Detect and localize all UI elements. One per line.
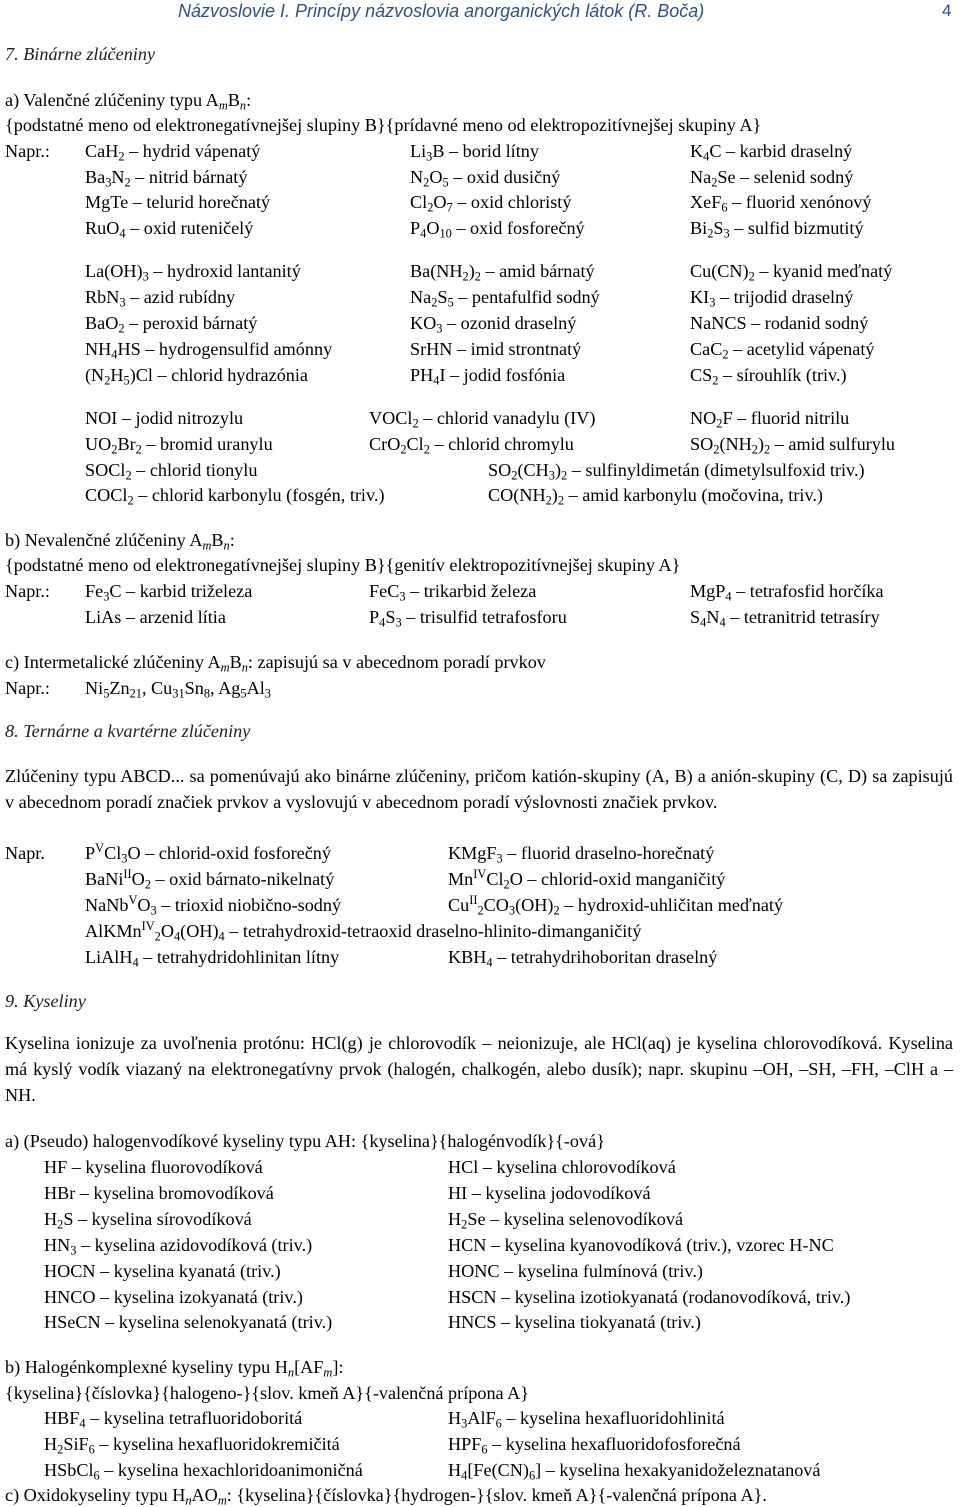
s7-examples-1-row2-col3: $Na_2Se$ – selenid sodný — [690, 166, 854, 189]
s9-examples-a-row3-col2: $H_2Se$ – kyselina selenovodíková — [448, 1208, 684, 1232]
s7-b-rule: {podstatné meno od elektronegatívnejšej slupiny B}{genitív elektropozitívnejšej skupiny A} — [5, 555, 681, 575]
s7-examples-1-row1-col1: CaH$_2$ – hydrid vápenatý — [85, 141, 261, 164]
s9-examples-a-row5-col1: HOCN – kyselina kyanatá (triv.) — [44, 1260, 281, 1281]
s8-example-kbh4: $KBH_4$ – tetrahydrihoboritan draselný — [448, 947, 718, 970]
s9-a-title: a) (Pseudo) halogenvodíkové kyseliny typu AH: {kyselina}{halogénvodík}{-ová} — [5, 1131, 605, 1151]
s9-paragraph: Kyselina ionizuje za uvoľnenia protónu: HCl(g) je chlorovodík – neionizuje, ale HCl(aq) je kyselina chlorovodíková. Kyselina má kyslý vodík viazaný na elektronegatívny prvok (halogén, chalkogén, alebo dusík); napr. skupinu –OH, –SH, –FH, –ClH a –NH. — [5, 1033, 953, 1105]
s8-examples-row2-col1: $BaNi^{II}O_2$ – oxid bárnato-nikelnatý — [85, 867, 335, 892]
s9-examples-a-row1-col2: HCl – kyselina chlorovodíková — [448, 1157, 676, 1177]
page-header — [0, 0, 960, 24]
s9-c-title: c) Oxidokyseliny typu $H_nAO_m$: {kyselina}{číslovka}{hydrogen-}{slov. kmeň A}{-valenčná prípona A}. — [5, 1485, 767, 1507]
s9-examples-b-row2-col2: $HPF_6$ – kyselina hexafluoridofosforečná — [448, 1434, 741, 1457]
s8-examples-row2-col2: $Mn^{IV}Cl_2O$ – chlorid-oxid manganičitý — [448, 867, 726, 892]
s7-b-title: b) Nevalenčné zlúčeniny $A_mB_n$: — [5, 530, 235, 553]
s9-examples-a-row1-col1: HF – kyselina fluorovodíková — [44, 1157, 263, 1177]
s7-examples-2-row2-col1: RbN$_3$ – azid rubídny — [85, 287, 236, 310]
s7-examples-3b-row1-col1: SOCl$_2$ – chlorid tionylu — [85, 460, 258, 483]
s7-examples-2-row1-col1: $La(OH)_3$ – hydroxid lantanitý — [85, 261, 301, 284]
s7-napr-label: Napr.: — [5, 141, 50, 161]
s7-examples-1-row4-col1: RuO$_4$ – oxid ruteničelý — [85, 217, 254, 240]
s9-examples-a-row7-col1: HSeCN – kyselina selenokyanatá (triv.) — [44, 1312, 333, 1333]
s7-examples-3b-row1-col2: $SO_2(CH_3)_2$ – sulfinyldimetán (dimetylsulfoxid triv.) — [488, 460, 865, 483]
s7-examples-3b-row2-col2: $CO(NH_2)_2$ – amid karbonylu (močovina, triv.) — [488, 485, 823, 508]
s7-examples-2-row5-col3: $CS_2$ – sírouhlík (triv.) — [690, 365, 847, 388]
s7-examples-2-row4-col2: SrHN – imid strontnatý — [410, 339, 582, 359]
s7-examples-2-row5-col1: $(N_2H_5)Cl$ – chlorid hydrazónia — [85, 365, 309, 388]
s7-a-rule: {podstatné meno od elektronegatívnejšej slupiny B}{prídavné meno od elektropozitívnejšej skupiny A} — [5, 115, 762, 135]
section-9-title: 9. Kyseliny — [5, 991, 86, 1011]
s9-examples-b-row2-col1: $H_2SiF_6$ – kyselina hexafluoridokremičitá — [44, 1434, 340, 1457]
s7-examples-3-row1-col1: NOI – jodid nitrozylu — [85, 408, 244, 428]
s7-b-napr-label: Napr.: — [5, 581, 50, 601]
s7-examples-3-row1-col2: VOCl$_2$ – chlorid vanadylu (IV) — [369, 408, 596, 431]
header-title: Názvoslovie I. Princípy názvoslovia anorganických látok (R. Boča) — [178, 1, 705, 21]
s7-examples-1-row1-col3: $K_4C$ – karbid draselný — [690, 141, 853, 164]
s7-examples-1-row3-col2: $Cl_2O_7$ – oxid chloristý — [410, 192, 572, 215]
s9-examples-a-row6-col1: HNCO – kyselina izokyanatá (triv.) — [44, 1286, 303, 1307]
s7-examples-b-row1-col2: FeC$_3$ – trikarbid železa — [369, 581, 537, 604]
s7-examples-2-row1-col2: $Ba(NH_2)_2$ – amid bárnatý — [410, 261, 595, 284]
s9-examples-a-row4-col1: $HN_3$ – kyselina azidovodíková (triv.) — [44, 1234, 313, 1258]
s7-examples-b-row2-col1: LiAs – arzenid lítia — [85, 607, 226, 627]
s7-examples-1-row2-col1: $Ba_3N_2$ – nitrid bárnatý — [85, 166, 248, 189]
s7-examples-1-row3-col1: MgTe – telurid horečnatý — [85, 192, 271, 212]
s9-examples-b-row1-col1: $HBF_4$ – kyselina tetrafluoridoboritá — [44, 1408, 303, 1431]
page-number: 4 — [942, 1, 952, 20]
s8-examples-row1-col1: $P^VCl_3O$ – chlorid-oxid fosforečný — [85, 841, 331, 866]
s8-napr-label: Napr. — [5, 843, 45, 863]
s8-examples-row3-col1: $NaNb^VO_3$ – trioxid niobično-sodný — [85, 893, 342, 918]
s7-examples-2-row2-col2: $Na_2S_5$ – pentafulfid sodný — [410, 287, 600, 310]
s7-examples-1-row3-col3: XeF$_6$ – fluorid xenónový — [690, 192, 872, 215]
s9-examples-a-row6-col2: HSCN – kyselina izotiokyanatá (rodanovodíková, triv.) — [448, 1286, 851, 1307]
s7-examples-2-row4-col3: CaC$_2$ – acetylid vápenatý — [690, 339, 875, 362]
s9-b-rule: {kyselina}{číslovka}{halogeno-}{slov. kmeň A}{-valenčná prípona A} — [5, 1383, 530, 1403]
s7-examples-2-row3-col1: BaO$_2$ – peroxid bárnatý — [85, 313, 258, 336]
s7-examples-2-row3-col2: $KO_3$ – ozonid draselný — [410, 313, 577, 336]
s7-examples-2-row2-col3: $KI_3$ – trijodid draselný — [690, 287, 854, 310]
s7-examples-3-row2-col2: $CrO_2Cl_2$ – chlorid chromylu — [369, 434, 574, 457]
s7-c-napr-label: Napr.: — [5, 678, 50, 698]
s7-c-examples: $Ni_5Zn_{21}$, $Cu_{31}Sn_8$, $Ag_5Al_3$ — [85, 678, 271, 701]
s8-example-long: $AlKMn^{IV}_2O_4(OH)_4$ – tetrahydroxid-tetraoxid draselno-hlinito-dimanganičitý — [85, 919, 642, 944]
s7-examples-1-row1-col2: $Li_3B$ – borid lítny — [410, 141, 539, 164]
s7-c-title: c) Intermetalické zlúčeniny $A_mB_n$: zapisujú sa v abecednom poradí prvkov — [5, 652, 546, 675]
s7-examples-2-row5-col2: $PH_4I$ – jodid fosfónia — [410, 365, 566, 388]
s7-examples-3-row2-col1: $UO_2Br_2$ – bromid uranylu — [85, 434, 273, 457]
s9-examples-b-row3-col2: $H_4[Fe(CN)_6]$ – kyselina hexakyanidoželeznatanová — [448, 1460, 821, 1483]
s7-examples-b-row1-col1: $Fe_3C$ – karbid triželeza — [85, 581, 253, 604]
s7-examples-2-row4-col1: $NH_4HS$ – hydrogensulfid amónny — [85, 339, 333, 362]
s7-examples-b-row2-col3: $S_4N_4$ – tetranitrid tetrasíry — [690, 607, 880, 630]
s7-examples-b-row2-col2: $P_4S_3$ – trisulfid tetrafosforu — [369, 607, 567, 630]
s9-examples-a-row2-col2: HI – kyselina jodovodíková — [448, 1182, 651, 1203]
s7-examples-1-row4-col3: $Bi_2S_3$ – sulfid bizmutitý — [690, 217, 864, 240]
s7-examples-1-row2-col2: $N_2O_5$ – oxid dusičný — [410, 166, 561, 189]
s8-examples-row3-col2: $Cu^{II}_2CO_3(OH)_2$ – hydroxid-uhličitan meďnatý — [448, 893, 784, 918]
section-8-title: 8. Ternárne a kvartérne zlúčeniny — [5, 721, 251, 741]
s7-examples-2-row1-col3: $Cu(CN)_2$ – kyanid meďnatý — [690, 261, 893, 284]
s7-examples-3-row2-col3: $SO_2(NH_2)_2$ – amid sulfurylu — [690, 434, 895, 457]
s9-examples-b-row1-col2: $H_3AlF_6$ – kyselina hexafluoridohlinitá — [448, 1408, 725, 1431]
s9-examples-a-row4-col2: HCN – kyselina kyanovodíková (triv.), vzorec H-NC — [448, 1234, 834, 1255]
s9-examples-b-row3-col1: HSbCl$_6$ – kyselina hexachloridoanimoničná — [44, 1460, 363, 1483]
s9-examples-a-row5-col2: HONC – kyselina fulmínová (triv.) — [448, 1260, 703, 1281]
s7-a-title: a) Valenčné zlúčeniny typu $A_mB_n$: — [5, 90, 252, 113]
s8-example-lialh4: LiAlH$_4$ – tetrahydridohlinitan lítny — [85, 947, 340, 970]
s9-b-title: b) Halogénkomplexné kyseliny typu $H_n[AF_m]$: — [5, 1357, 344, 1380]
s9-examples-a-row2-col1: HBr – kyselina bromovodíková — [44, 1182, 274, 1203]
s7-examples-3b-row2-col1: COCl$_2$ – chlorid karbonylu (fosgén, triv.) — [85, 485, 385, 508]
s7-examples-3-row1-col3: $NO_2F$ – fluorid nitrilu — [690, 408, 850, 431]
s8-examples-row1-col2: KMgF$_3$ – fluorid draselno-horečnatý — [448, 843, 715, 866]
s7-examples-b-row1-col3: MgP$_4$ – tetrafosfid horčíka — [690, 581, 884, 604]
section-7-title: 7. Binárne zlúčeniny — [5, 44, 156, 64]
s8-paragraph: Zlúčeniny typu ABCD... sa pomenúvajú ako binárne zlúčeniny, pričom katión-skupiny (A, B) a anión-skupiny (C, D) sa zapisujú v abecednom poradí značiek prvkov a vyslovujú v abecednom poradí výslovnosti značiek prvkov. — [5, 766, 953, 812]
s7-examples-2-row3-col3: NaNCS – rodanid sodný — [690, 313, 869, 333]
s9-examples-a-row7-col2: HNCS – kyselina tiokyanatá (triv.) — [448, 1312, 701, 1333]
s9-examples-a-row3-col1: $H_2S$ – kyselina sírovodíková — [44, 1208, 252, 1232]
s7-examples-1-row4-col2: $P_4O_{10}$ – oxid fosforečný — [410, 217, 585, 240]
